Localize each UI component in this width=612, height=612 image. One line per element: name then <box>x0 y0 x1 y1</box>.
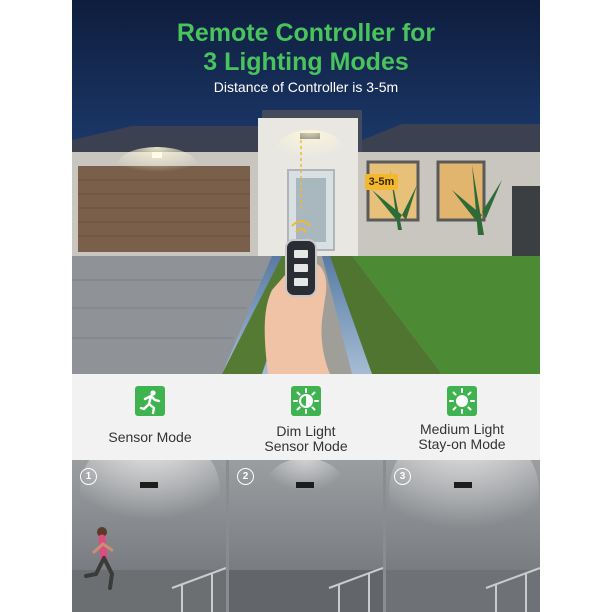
bright-light-icon <box>447 386 477 416</box>
step-number: 3 <box>394 468 411 485</box>
mode-label-2: Stay-on Mode <box>418 436 506 452</box>
mode-label-1: Medium Light <box>419 421 505 437</box>
mode-label-1: Dim Light <box>276 423 336 439</box>
demo-panel-3 <box>386 460 540 612</box>
demo-row <box>72 460 540 612</box>
hero-scene <box>72 0 540 374</box>
running-person-icon <box>135 386 165 416</box>
mode-label-2: Sensor Mode <box>264 438 348 454</box>
step-number: 1 <box>80 468 97 485</box>
mode-label: Sensor Mode <box>108 429 192 445</box>
range-badge: 3-5m <box>365 174 398 190</box>
dim-light-icon <box>291 386 321 416</box>
mode-medium <box>384 374 540 460</box>
mode-sensor <box>72 374 228 460</box>
demo-panel-2 <box>229 460 383 612</box>
mode-dim <box>228 374 384 460</box>
title-line-2: 3 Lighting Modes <box>203 48 409 76</box>
demo-panel-1 <box>72 460 226 612</box>
subtitle: Distance of Controller is 3-5m <box>213 79 399 95</box>
modes-row <box>72 374 540 460</box>
step-number: 2 <box>237 468 254 485</box>
title-line-1: Remote Controller for <box>176 19 436 47</box>
